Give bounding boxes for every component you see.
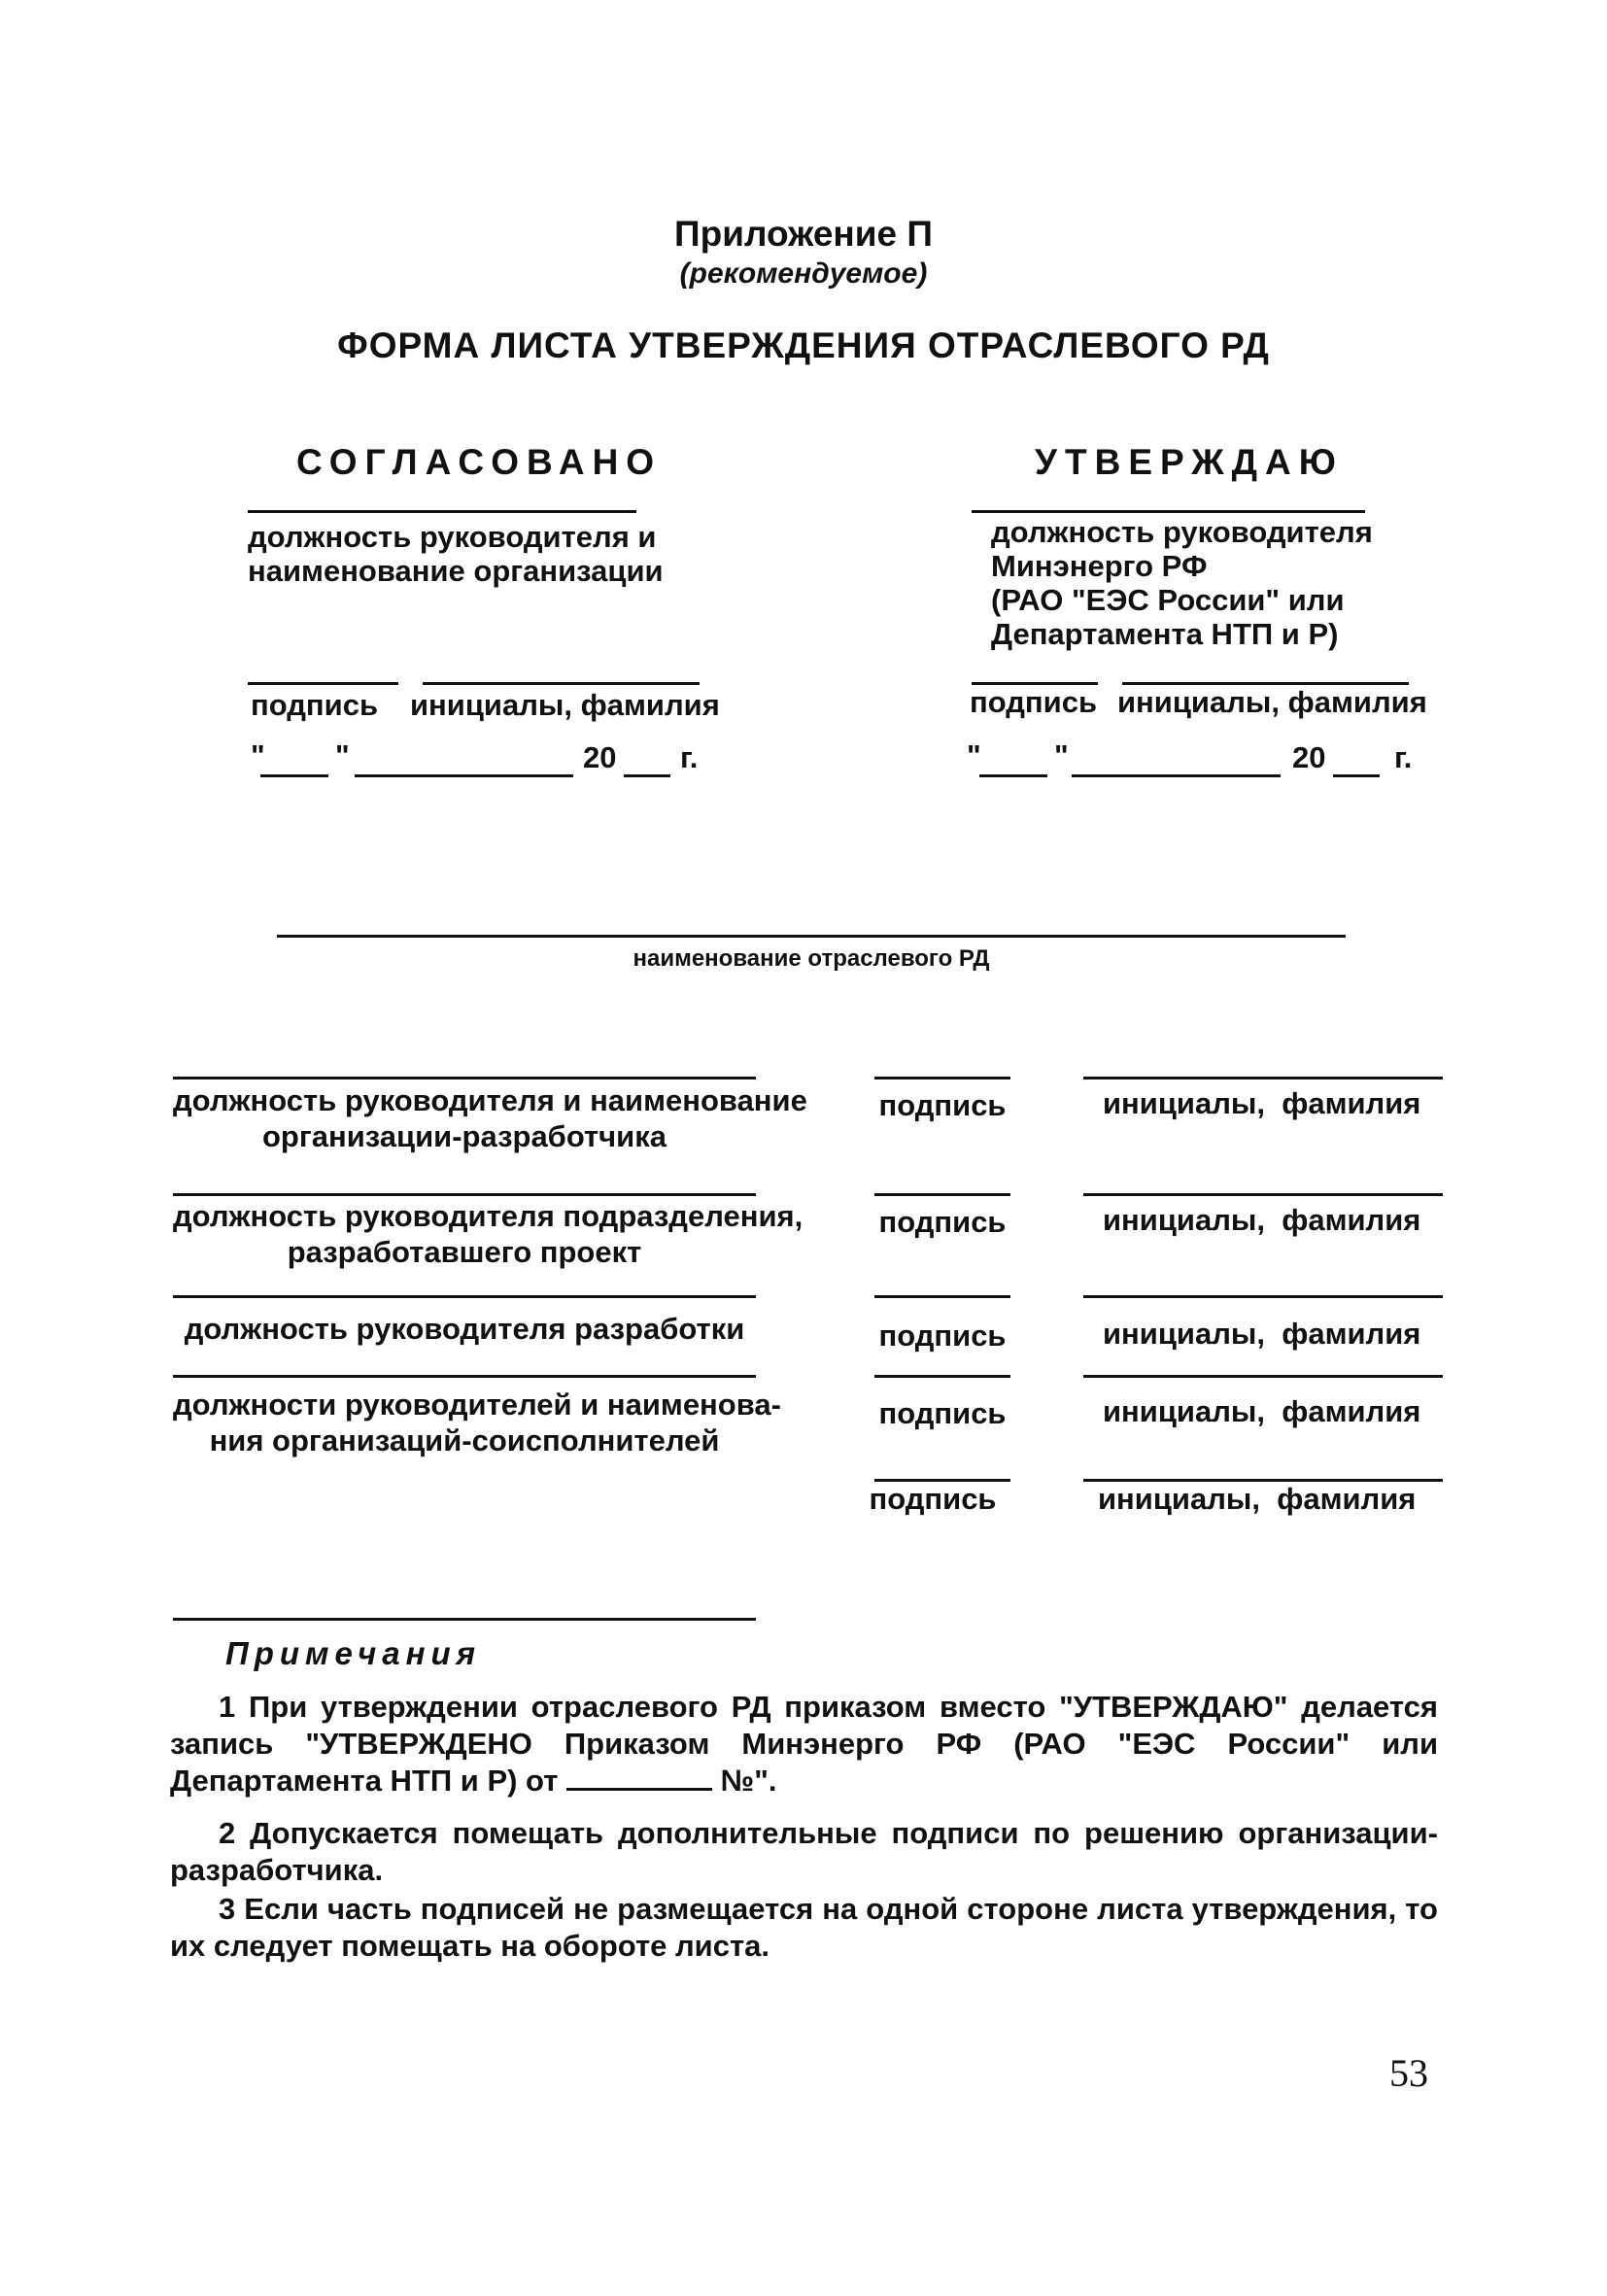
signer-name-label: инициалы, фамилия — [1103, 1394, 1421, 1428]
rd-name-line — [277, 935, 1346, 938]
note-2-text: 2 Допускается помещать дополнительные подписи по решению организации-разработчика. — [170, 1816, 1438, 1887]
approved-heading: УТВЕРЖДАЮ — [1035, 442, 1344, 482]
note-1-text: 1 При утверждении отраслевого РД приказом вместо "УТВЕРЖДАЮ" делается запись "УТВЕРЖДЕНО Приказом Минэнерго РФ (РАО "ЕЭС России" или Департамента НТП и Р) от — [170, 1690, 1438, 1798]
signer-position-label: должности руководителей и наименова- — [173, 1388, 781, 1422]
signer-signature-label: подпись — [878, 1088, 1007, 1122]
signer-position-line — [173, 1375, 756, 1378]
signer-position-label: ния организаций-соисполнителей — [209, 1423, 720, 1457]
rd-name-caption: наименование отраслевого РД — [633, 945, 990, 972]
agreed-year-suffix: г. — [680, 740, 699, 774]
signer-name-line — [1083, 1375, 1443, 1378]
signer-position-label: должность руководителя и наименование — [173, 1083, 807, 1117]
signer-name-line — [1083, 1193, 1443, 1196]
agreed-month-blank — [355, 774, 573, 777]
signer-signature-label: подпись — [869, 1482, 997, 1516]
approved-year-blank — [1333, 774, 1380, 777]
form-title: ФОРМА ЛИСТА УТВЕРЖДЕНИЯ ОТРАСЛЕВОГО РД — [337, 326, 1270, 365]
agreed-name-label: инициалы, фамилия — [410, 688, 720, 722]
agreed-signature-label: подпись — [251, 688, 379, 722]
signer-name-label: инициалы, фамилия — [1103, 1203, 1421, 1237]
notes-heading: Примечания — [225, 1635, 482, 1671]
approved-year-suffix: г. — [1394, 740, 1413, 774]
agreed-quote-close: " — [335, 738, 350, 772]
signer-signature-label: подпись — [878, 1205, 1007, 1239]
approved-signature-label: подпись — [970, 685, 1098, 719]
agreed-day-blank — [260, 774, 328, 777]
signer-name-line — [1083, 1295, 1443, 1298]
agreed-position-label-1: должность руководителя и — [248, 520, 657, 554]
signer-name-line — [1083, 1077, 1443, 1079]
agreed-position-line — [248, 510, 636, 513]
signer-position-label: разработавшего проект — [287, 1235, 642, 1269]
note-1-number: №". — [720, 1764, 777, 1798]
signer-position-line — [173, 1295, 756, 1298]
agreed-heading: СОГЛАСОВАНО — [296, 442, 663, 482]
signer-position-label: организации-разработчика — [262, 1119, 667, 1153]
approved-day-blank — [979, 774, 1047, 777]
note-1 — [170, 1689, 1438, 1799]
agreed-quote-open: " — [251, 738, 265, 772]
approved-position-label-4: Департамента НТП и Р) — [991, 617, 1339, 651]
signer-name-label: инициалы, фамилия — [1103, 1317, 1421, 1351]
signer-signature-line — [874, 1077, 1010, 1079]
agreed-year-prefix: 20 — [583, 740, 617, 774]
approved-position-label-1: должность руководителя — [991, 515, 1373, 549]
order-date-blank — [566, 1763, 712, 1791]
approved-year-prefix: 20 — [1292, 740, 1326, 774]
approved-position-label-2: Минэнерго РФ — [991, 549, 1208, 583]
approved-name-label: инициалы, фамилия — [1117, 685, 1427, 719]
agreed-signature-line — [248, 682, 398, 685]
signer-name-label: инициалы, фамилия — [1098, 1482, 1417, 1516]
signer-position-line — [173, 1193, 756, 1196]
note-3 — [170, 1891, 1438, 1965]
agreed-name-line — [423, 682, 700, 685]
signer-signature-label: подпись — [878, 1396, 1007, 1430]
approved-quote-open: " — [967, 738, 981, 772]
page-number: 53 — [1389, 2051, 1428, 2095]
signer-position-line — [173, 1077, 756, 1079]
signer-name-label: инициалы, фамилия — [1103, 1086, 1421, 1120]
signer-signature-label: подпись — [878, 1319, 1007, 1353]
signer-signature-line — [874, 1295, 1010, 1298]
notes-separator — [173, 1618, 756, 1621]
signer-signature-line — [874, 1375, 1010, 1378]
note-2 — [170, 1815, 1438, 1889]
appendix-note: (рекомендуемое) — [679, 257, 928, 290]
approved-position-label-3: (РАО "ЕЭС России" или — [991, 583, 1345, 617]
signer-position-label: должность руководителя подразделения, — [173, 1199, 804, 1233]
approved-quote-close: " — [1054, 738, 1069, 772]
note-3-text: 3 Если часть подписей не размещается на одной стороне листа утверждения, то их следует помещать на обороте листа. — [170, 1892, 1438, 1963]
agreed-year-blank — [624, 774, 670, 777]
signer-position-label: должность руководителя разработки — [184, 1312, 745, 1346]
appendix-title: Приложение П — [674, 214, 933, 254]
approved-month-blank — [1072, 774, 1281, 777]
agreed-position-label-2: наименование организации — [248, 554, 664, 588]
signer-signature-line — [874, 1193, 1010, 1196]
approved-position-line — [972, 510, 1365, 513]
